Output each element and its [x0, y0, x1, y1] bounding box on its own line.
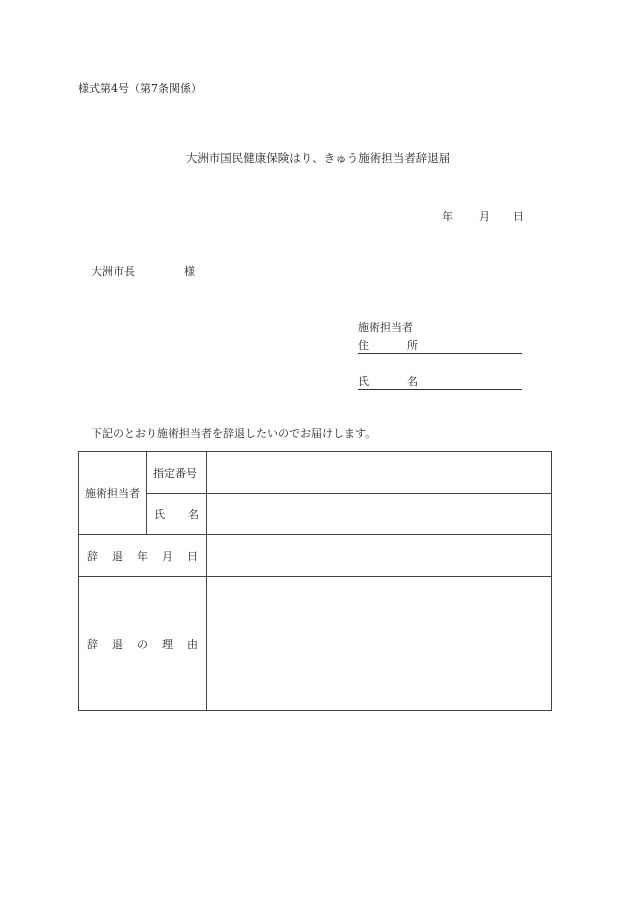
- document-title: 大洲市国民健康保険はり、きゅう施術担当者辞退届: [185, 151, 451, 165]
- date-day-label: 日: [513, 210, 524, 223]
- withdrawal-reason-char: 辞: [87, 637, 98, 651]
- name-label-char: 名: [188, 508, 199, 521]
- withdrawal-reason-char: 理: [162, 637, 173, 651]
- date-month-label: 月: [479, 210, 490, 223]
- table-row: [79, 577, 552, 711]
- address-field[interactable]: [358, 339, 522, 354]
- designation-number-field[interactable]: [207, 452, 552, 494]
- practitioner-cell: [79, 452, 147, 535]
- name-label-char: 氏: [154, 508, 165, 521]
- addressee: 大洲市長: [91, 265, 135, 278]
- withdrawal-reason-char: 退: [112, 637, 123, 651]
- withdrawal-date-char: 年: [137, 549, 148, 563]
- withdrawal-date-char: 月: [162, 549, 173, 563]
- form-number: 様式第4号（第7条関係）: [78, 82, 202, 95]
- practitioner-name-field[interactable]: [207, 494, 552, 535]
- designation-number-label-cell: [147, 452, 207, 494]
- name-label-cell: [147, 494, 207, 535]
- withdrawal-reason-label-cell: [79, 577, 207, 711]
- table-row: [79, 494, 552, 535]
- withdrawal-reason-char: の: [137, 637, 148, 651]
- name-field[interactable]: [358, 375, 522, 390]
- withdrawal-date-label-cell: [79, 535, 207, 577]
- form-table: [78, 451, 552, 711]
- date-year-label: 年: [442, 210, 453, 223]
- address-label-char: 住: [358, 339, 369, 352]
- withdrawal-date-field[interactable]: [207, 535, 552, 577]
- intro-text: 下記のとおり施術担当者を辞退したいのでお届けします。: [91, 427, 377, 440]
- name-label-char: 氏: [358, 375, 369, 388]
- withdrawal-reason-field[interactable]: [207, 577, 552, 711]
- practitioner-heading: 施術担当者: [358, 321, 413, 334]
- designation-number-label: 指定番号: [153, 466, 197, 480]
- table-row: [79, 452, 552, 494]
- withdrawal-reason-char: 由: [187, 637, 198, 651]
- withdrawal-date-char: 日: [187, 549, 198, 563]
- practitioner-label: 施術担当者: [85, 487, 140, 500]
- addressee-honorific: 様: [184, 265, 195, 278]
- withdrawal-date-char: 退: [112, 549, 123, 563]
- withdrawal-date-char: 辞: [87, 549, 98, 563]
- address-label-char: 所: [407, 339, 418, 352]
- name-label-char: 名: [407, 375, 418, 388]
- table-row: [79, 535, 552, 577]
